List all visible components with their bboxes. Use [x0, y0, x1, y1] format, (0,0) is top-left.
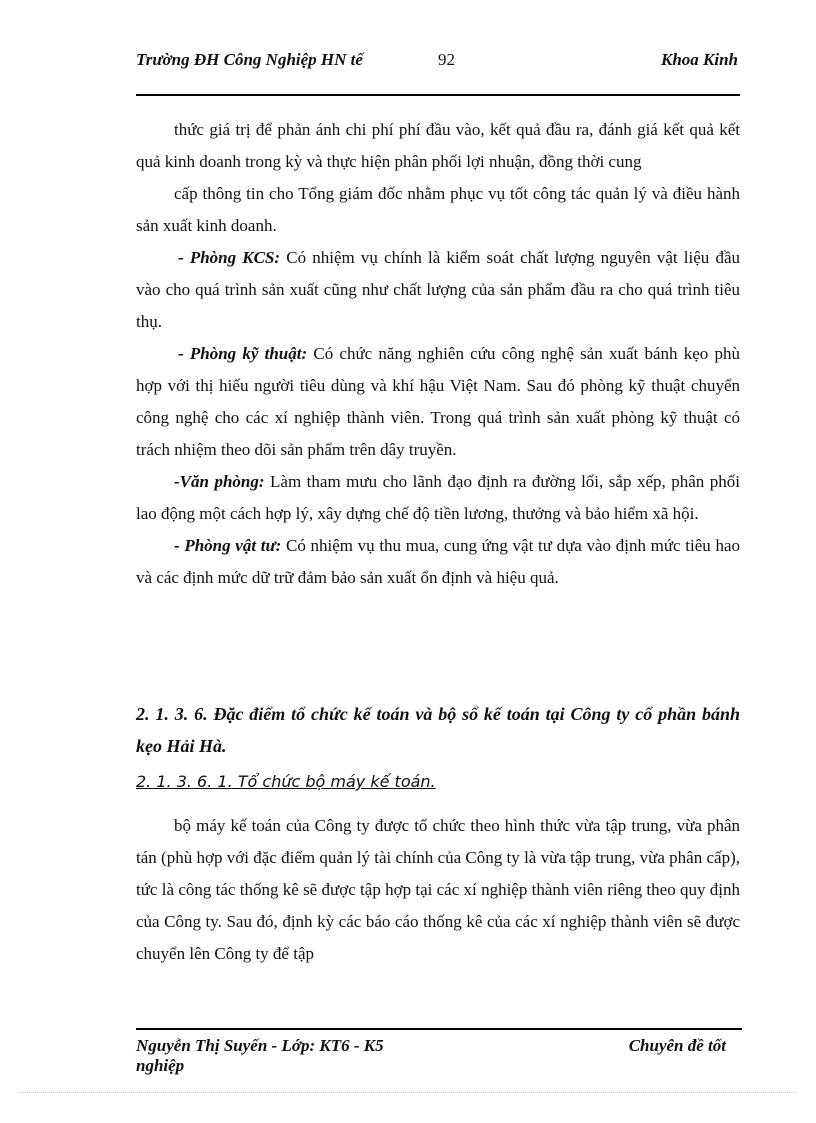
text-kcs: Có nhiệm vụ chính là kiểm soát chất lượng nguyên vật liệu đầu vào cho quá trình sản xuất cũng như chất lượng của sản phẩm đầu ra cho quá trình tiêu thụ. [136, 248, 740, 331]
subsection-heading: 2. 1. 3. 6. 1. Tổ chức bộ máy kế toán. [136, 772, 436, 791]
page-footer [136, 1028, 742, 1080]
paragraph-office [136, 466, 740, 530]
label-kcs: - Phòng KCS: [178, 248, 281, 267]
accounting-body [136, 810, 740, 970]
footer-title: Chuyên đề tốt [628, 1036, 726, 1055]
paragraph-kcs [136, 242, 740, 338]
main-body [136, 114, 740, 594]
paragraph-1: thức giá trị để phản ánh chi phí phí đầu vào, kết quả đầu ra, đánh giá kết quả kết quả kinh doanh trong kỳ và thực hiện phân phối lợi nhuận, đồng thời cung [136, 120, 740, 171]
section-heading: 2. 1. 3. 6. Đặc điểm tổ chức kế toán và bộ sổ kế toán tại Công ty cổ phần bánh kẹo Hải Hà. [136, 704, 740, 756]
header-faculty: Khoa Kinh [660, 50, 738, 69]
paragraph-2: cấp thông tin cho Tổng giám đốc nhằm phục vụ tốt công tác quản lý và điều hành sản xuất kinh doanh. [136, 184, 740, 235]
label-supplies: - Phòng vật tư: [174, 536, 282, 555]
page-bottom-divider [20, 1092, 796, 1093]
header-school: Trường ĐH Công Nghiệp HN tế [136, 50, 363, 69]
page-header [136, 50, 740, 96]
paragraph-technical [136, 338, 740, 466]
label-technical: - Phòng kỹ thuật: [178, 344, 308, 363]
footer-author: Nguyễn Thị Suyến - Lớp: KT6 - K5 nghiệp [136, 1036, 384, 1075]
text-office: Làm tham mưu cho lãnh đạo định ra đường lối, sắp xếp, phân phối lao động một cách hợp lý, xây dựng chế độ tiền lương, thưởng và bảo hiểm xã hội. [136, 472, 740, 523]
paragraph-accounting: bộ máy kế toán của Công ty được tổ chức theo hình thức vừa tập trung, vừa phân tán (phù hợp với đặc điểm quản lý tài chính của Công ty là vừa tập trung, vừa phân cấp), tức là công tác thống kê sẽ được tập hợp tại các xí nghiệp thành viên riêng theo quy định của Công ty. Sau đó, định kỳ các báo cáo thống kê của các xí nghiệp thành viên sẽ được chuyển lên Công ty để tập [136, 816, 740, 963]
label-office: -Văn phòng: [174, 472, 265, 491]
page-number: 92 [438, 50, 455, 69]
text-supplies: Có nhiệm vụ thu mua, cung ứng vật tư dựa vào định mức tiêu hao và các định mức dữ trữ đảm bảo sản xuất ổn định và hiệu quả. [136, 536, 740, 587]
text-technical: Có chức năng nghiên cứu công nghệ sản xuất bánh kẹo phù hợp với thị hiếu người tiêu dùng và khí hậu Việt Nam. Sau đó phòng kỹ thuật chuyển công nghệ cho các xí nghiệp thành viên. Trong quá trình sản xuất phòng kỹ thuật có trách nhiệm theo dõi sản phẩm trên dây truyền. [136, 344, 740, 459]
paragraph-supplies [136, 530, 740, 594]
